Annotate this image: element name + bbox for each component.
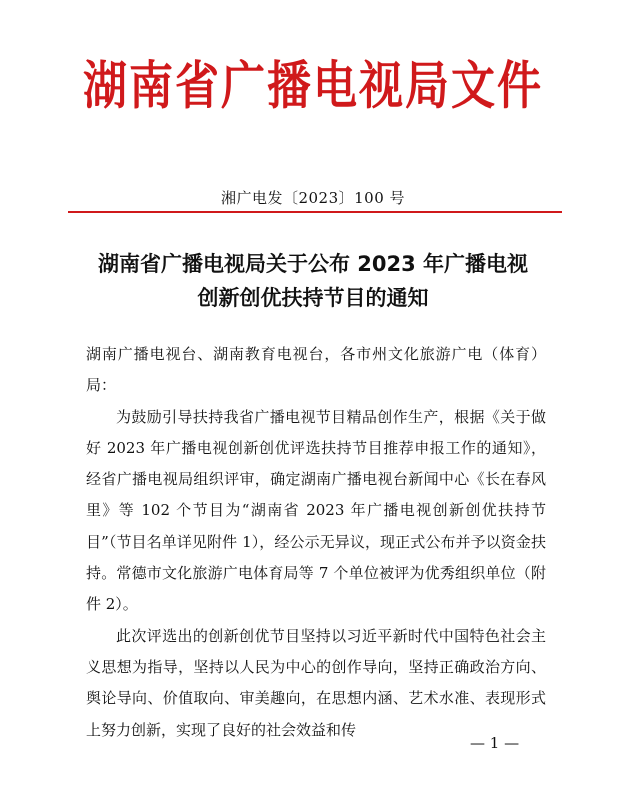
document-number: 湘广电发〔2023〕100 号 [220, 189, 406, 207]
notice-title [0, 247, 626, 315]
document-body [86, 339, 546, 746]
addressee-line: 湖南广播电视台、湖南教育电视台，各市州文化旅游广电（体育）局： [86, 345, 546, 395]
notice-title-line-2: 创新创优扶持节目的通知 [197, 286, 429, 310]
page-number: — 1 — [470, 734, 520, 752]
notice-title-line-1: 湖南省广播电视局关于公布 2023 年广播电视 [97, 252, 529, 276]
body-paragraph-2: 此次评选出的创新创优节目坚持以习近平新时代中国特色社会主义思想为指导，坚持以人民为中心的创作导向，坚持正确政治方向、舆论导向、价值取向、审美趣向，在思想内涵、艺术水准、表现形式上努力创新，实现了良好的社会效益和传 [86, 626, 546, 739]
document-header-title: 湖南省广播电视局文件 [83, 56, 543, 117]
body-paragraph-1: 为鼓励引导扶持我省广播电视节目精品创作生产，根据《关于做好 2023 年广播电视创新创优评选扶持节目推荐申报工作的通知》，经省广播电视局组织评审，确定湖南广播电视台新闻中心《长在春风里》等 102 个节目为“湖南省 2023 年广播电视创新创优扶持节目”（节目名单详见附件 1），经公示无异议，现正式公布并予以资金扶持。常德市文化旅游广电体育局等 7 个单位被评为优秀组织单位（附件 2）。 [86, 407, 546, 614]
red-divider-line [68, 211, 562, 213]
